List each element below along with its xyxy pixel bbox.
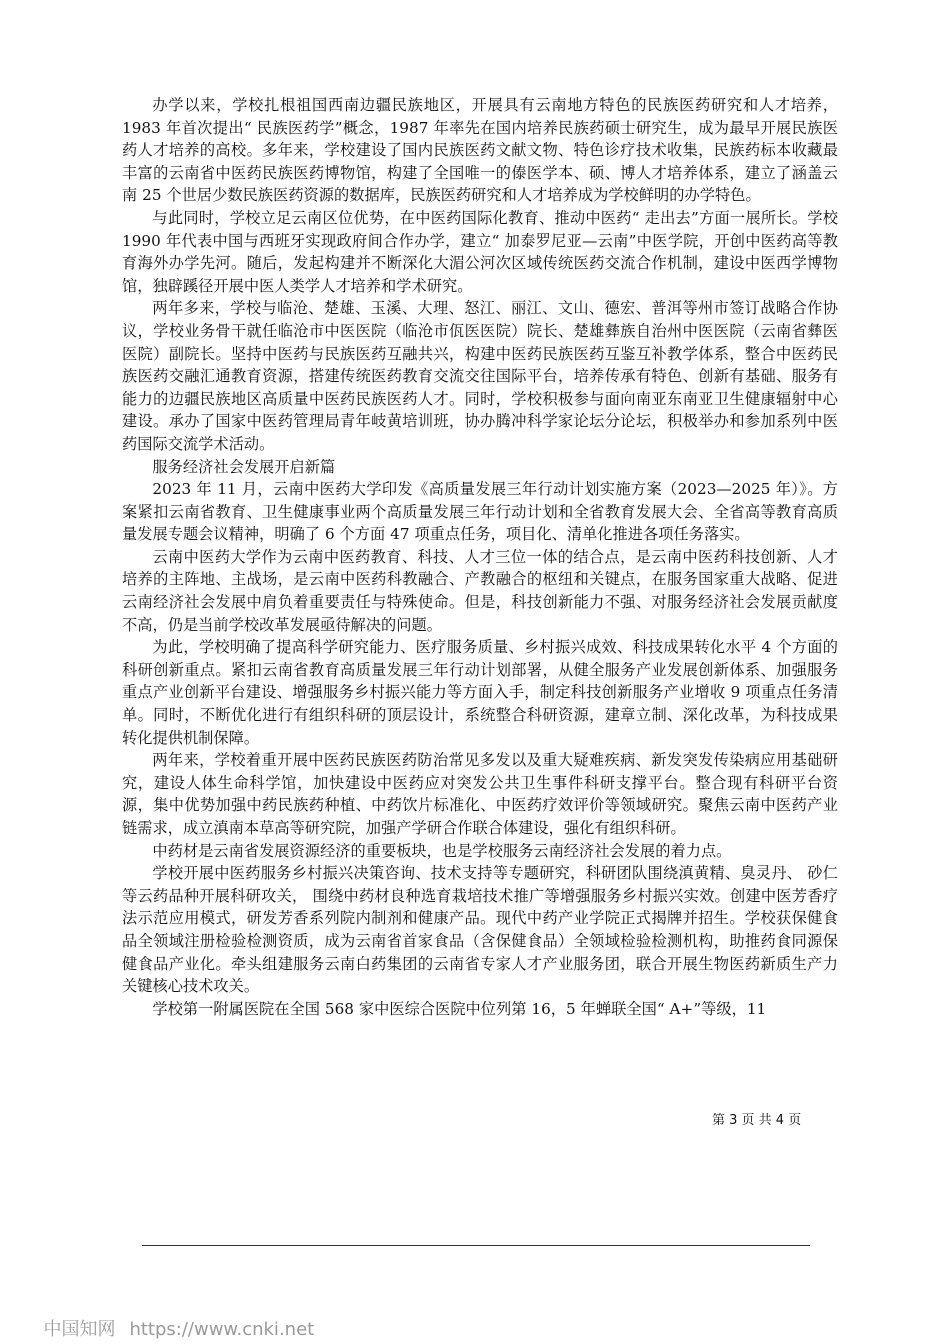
paragraph-internationalization: 与此同时，学校立足云南区位优势，在中医药国际化教育、推动中医药“ 走出去”方面一展所长。学校 1990 年代表中国与西班牙实现政府间合作办学，建立“ 加泰罗尼亚—云南”中医学院，开创中医药高等教育海外办学先河。随后，发起构建并不断深化大湄公河次区域传统医药交流合作机制，建设中医西学博物馆，独辟蹊径开展中医人类学人才培养和学术研究。 [122, 208, 838, 295]
paragraph-research-priorities: 为此，学校明确了提高科学研究能力、医疗服务质量、乡村振兴成效、科技成果转化水平 4 个方面的科研创新重点。紧扣云南省教育高质量发展三年行动计划部署，从健全服务产业发展创新体系、加强服务重点产业创新平台建设、增强服务乡村振兴能力等方面入手，制定科技创新服务产业增收 9 项重点任务清单。同时，不断优化进行有组织科研的顶层设计，系统整合科研资源，建章立制、深化改革，为科技成果转化提供机制保障。 [122, 638, 838, 747]
page-number: 第 3 页 共 4 页 [712, 1113, 802, 1128]
paragraph-action-plan: 2023 年 11 月，云南中医药大学印发《高质量发展三年行动计划实施方案（2023—2025 年）》。方案紧扣云南省教育、卫生健康事业两个高质量发展三年行动计划和全省教育发展大会、全省高等教育高质量发展专题会议精神，明确了 6 个方面 47 项重点任务，项目化、清单化推进各项任务落实。 [122, 480, 838, 544]
paragraph-herbal-materials: 中药材是云南省发展资源经济的重要板块，也是学校服务云南经济社会发展的着力点。 [152, 841, 732, 860]
paragraph-research-progress: 两年来，学校着重开展中医药民族医药防治常见多发以及重大疑难疾病、新发突发传染病应用基础研究，建设人体生命科学馆，加快建设中医药应对突发公共卫生事件科研支撑平台。整合现有科研平台资源，集中优势加强中药民族药种植、中药饮片标准化、中医药疗效评价等领域研究。聚焦云南中医药产业链需求，成立滇南本草高等研究院，加强产学研合作联合体建设，强化有组织科研。 [122, 751, 838, 837]
watermark-brand: 中国知网 [43, 1319, 116, 1340]
paragraph-university-role: 云南中医药大学作为云南中医药教育、科技、人才三位一体的结合点，是云南中医药科技创新、人才培养的主阵地、主战场，是云南中医药科教融合、产教融合的枢纽和关键点，在服务国家重大战略、促进云南经济社会发展中肩负着重要责任与特殊使命。但是，科技创新能力不强、对服务经济社会发展贡献度不高，仍是当前学校改革发展亟待解决的问题。 [122, 547, 838, 634]
paragraph-rural-revitalization: 学校开展中医药服务乡村振兴决策咨询、技术支持等专题研究，科研团队围绕滇黄精、臭灵丹、 砂仁等云药品种开展科研攻关， 围绕中药材良种选育栽培技术推广等增强服务乡村振兴实效。创建中医芳香疗法示范应用模式，研发芳香系列院内制剂和健康产品。现代中药产业学院正式揭牌并招生。学校获保健食品全领域注册检验检测资质，成为云南省首家食品（含保健食品）全领域检验检测机构，助推药食同源保健食品产业化。牵头组建服务云南白药集团的云南省专家人才产业服务团，联合开展生物医药新质生产力关键核心技术攻关。 [122, 864, 838, 996]
watermark-url: https://www.cnki.net [129, 1319, 315, 1340]
document-body [122, 94, 838, 1020]
section-heading: 服务经济社会发展开启新篇 [152, 457, 336, 476]
cnki-watermark [32, 1294, 314, 1341]
paragraph-ethnic-medicine: 办学以来，学校扎根祖国西南边疆民族地区，开展具有云南地方特色的民族医药研究和人才培养，1983 年首次提出“ 民族医药学”概念，1987 年率先在国内培养民族药硕士研究生，成为最早开展民族医药人才培养的高校。多年来，学校建设了国内民族医药文献文物、特色诊疗技术收集，民族药标本收藏最丰富的云南省中医药民族医药博物馆，构建了全国唯一的傣医学本、硕、博人才培养体系，建立了涵盖云南 25 个世居少数民族医药资源的数据库，民族医药研究和人才培养成为学校鲜明的办学特色。 [122, 96, 838, 205]
footer-divider [142, 1245, 810, 1246]
paragraph-affiliated-hospital: 学校第一附属医院在全国 568 家中医综合医院中位列第 16，5 年蝉联全国“ A+”等级，11 [152, 999, 767, 1018]
paragraph-regional-cooperation: 两年多来，学校与临沧、楚雄、玉溪、大理、怒江、丽江、文山、德宏、普洱等州市签订战略合作协议，学校业务骨干就任临沧市中医医院（临沧市佤医医院）院长、楚雄彝族自治州中医医院（云南省彝医医院）副院长。坚持中医药与民族医药互融共兴，构建中医药民族医药互鉴互补教学体系，整合中医药民族医药交融汇通教育资源，搭建传统医药教育交流交往国际平台，培养传承有特色、创新有基础、服务有能力的边疆民族地区高质量中医药民族医药人才。同时，学校积极参与面向南亚东南亚卫生健康辐射中心建设。承办了国家中医药管理局青年岐黄培训班，协办腾冲科学家论坛分论坛，积极举办和参加系列中医药国际交流学术活动。 [122, 299, 838, 453]
